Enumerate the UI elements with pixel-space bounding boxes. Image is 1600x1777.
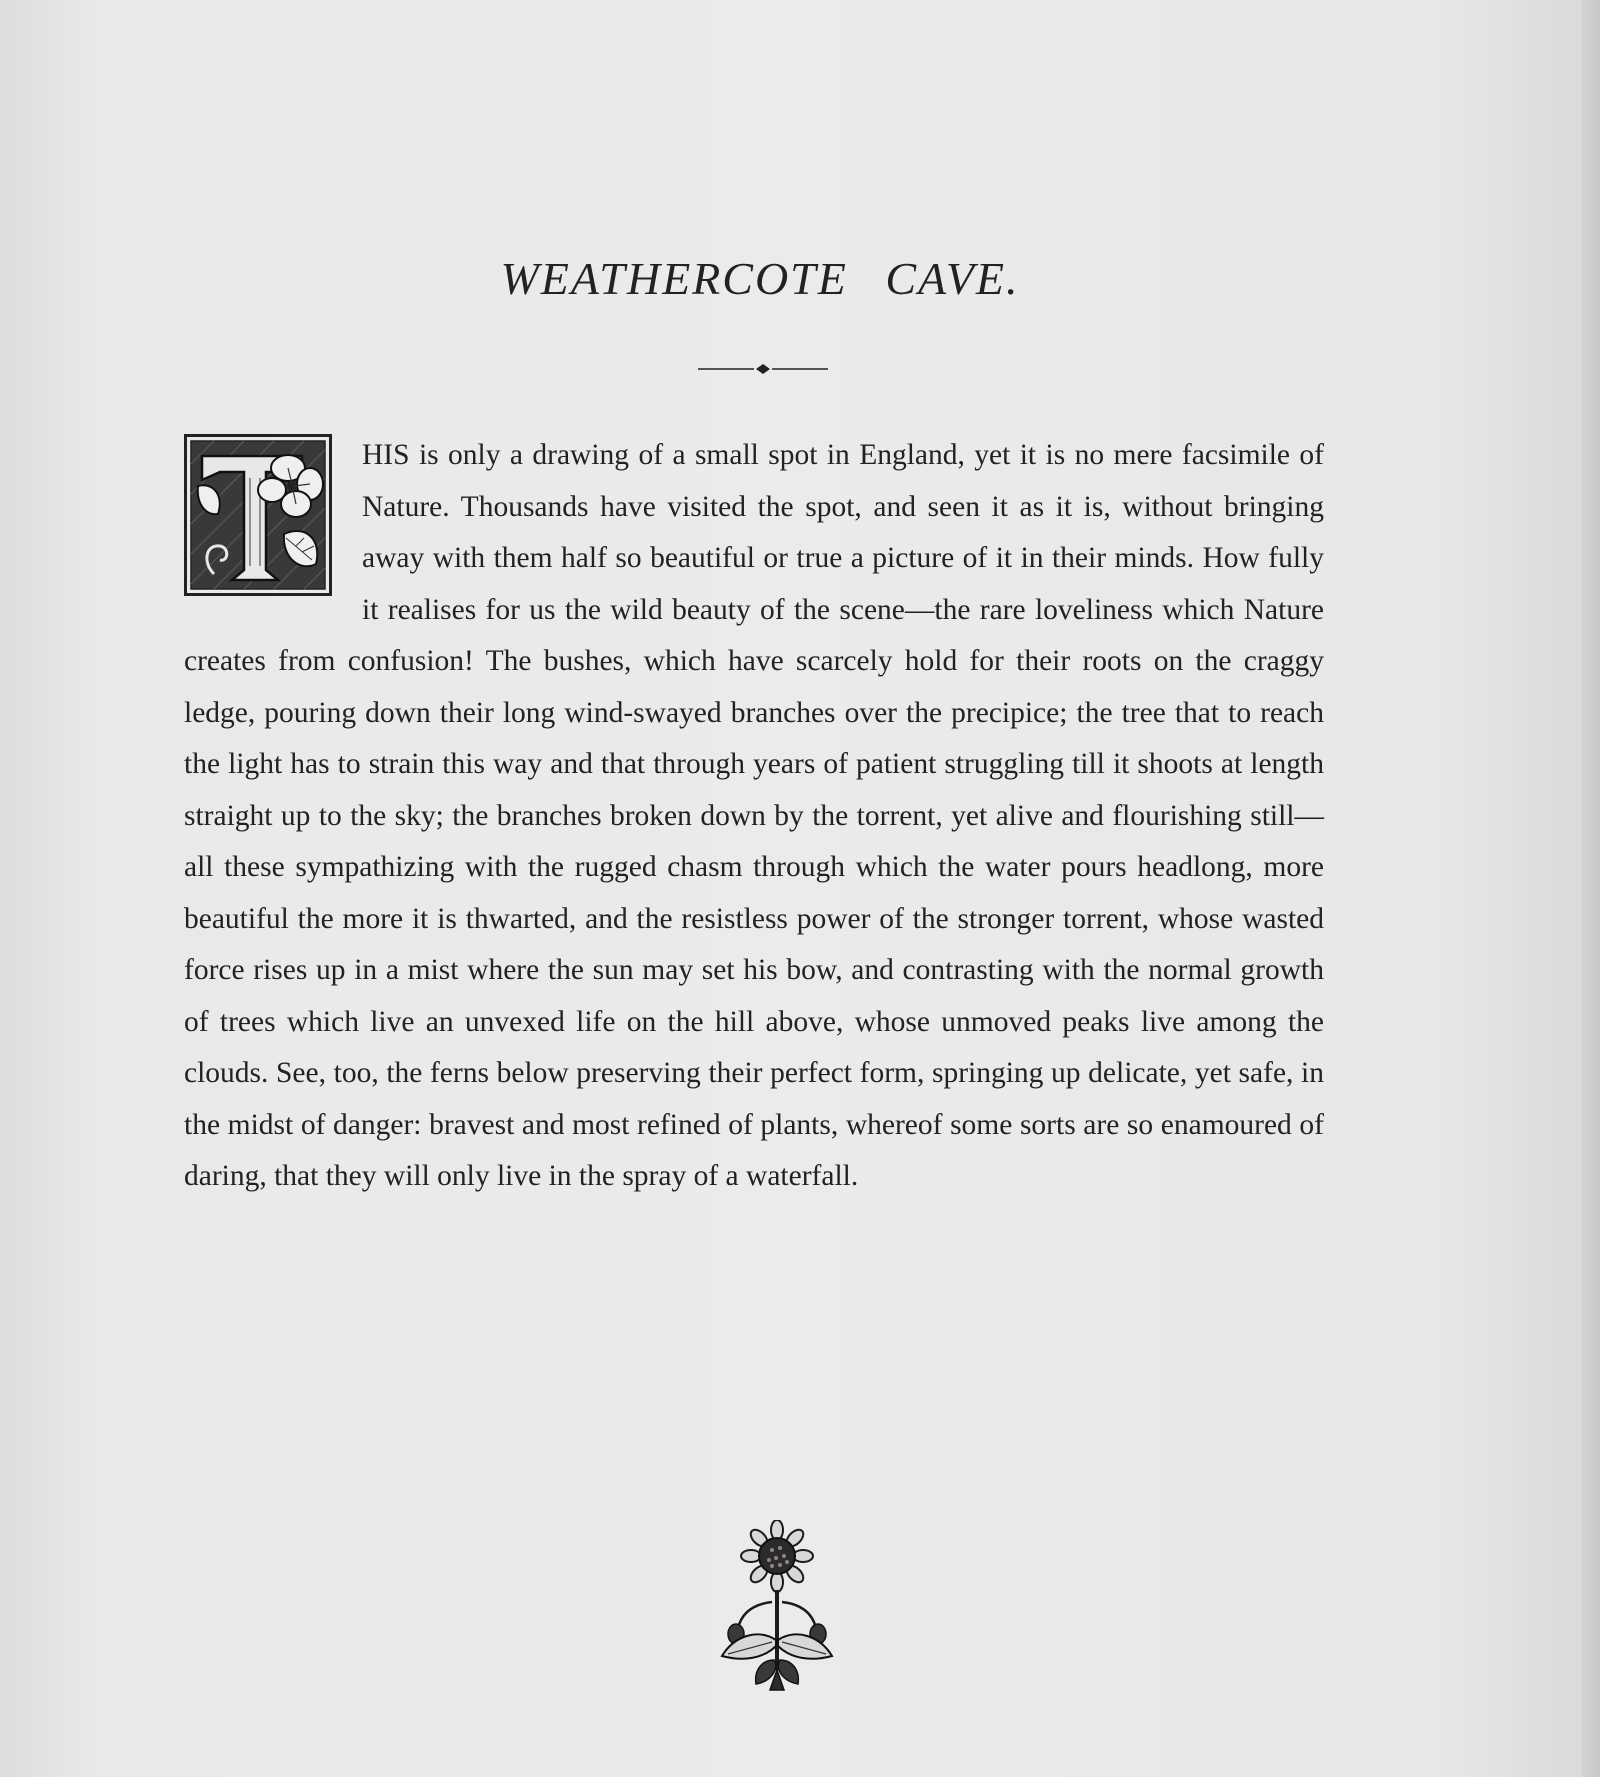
dropcap-initial-t [184, 434, 332, 596]
page-title: WEATHERCOTE CAVE. [500, 253, 1020, 304]
page-edge [1582, 0, 1600, 1777]
sunflower-tailpiece-icon [714, 1520, 840, 1692]
paragraph-text: HIS is only a drawing of a small spot in England, yet it is no mere facsimile of Nature. Thousands have visited the spot, and seen it as it is, without bringing away with them half so beautiful or true a picture of it in their minds. How fully it realises for us the wild beauty of the scene—the rare loveliness which Nature creates from confusion! The bushes, which have scarcely hold for their roots on the craggy ledge, pouring down their long wind-swayed branches over the precipice; the tree that to reach the light has to strain this way and that through years of patient struggling till it shoots at length straight up to the sky; the branches broken down by the torrent, yet alive and flourishing still—all these sympathizing with the rugged chasm through which the water pours headlong, more beautiful the more it is thwarted, and the resistless power of the stronger torrent, whose wasted force rises up in a mist where the sun may set his bow, and contrasting with the normal growth of trees which live an unvexed life on the hill above, whose unmoved peaks live among the clouds. See, too, the ferns below preserving their perfect form, springing up delicate, yet safe, in the midst of danger: bravest and most refined of plants, whereof some sorts are so enamoured of daring, that they will only live in the spray of a waterfall. [184, 439, 1324, 1192]
body-paragraph [184, 430, 1324, 1203]
divider-rule [698, 362, 828, 376]
